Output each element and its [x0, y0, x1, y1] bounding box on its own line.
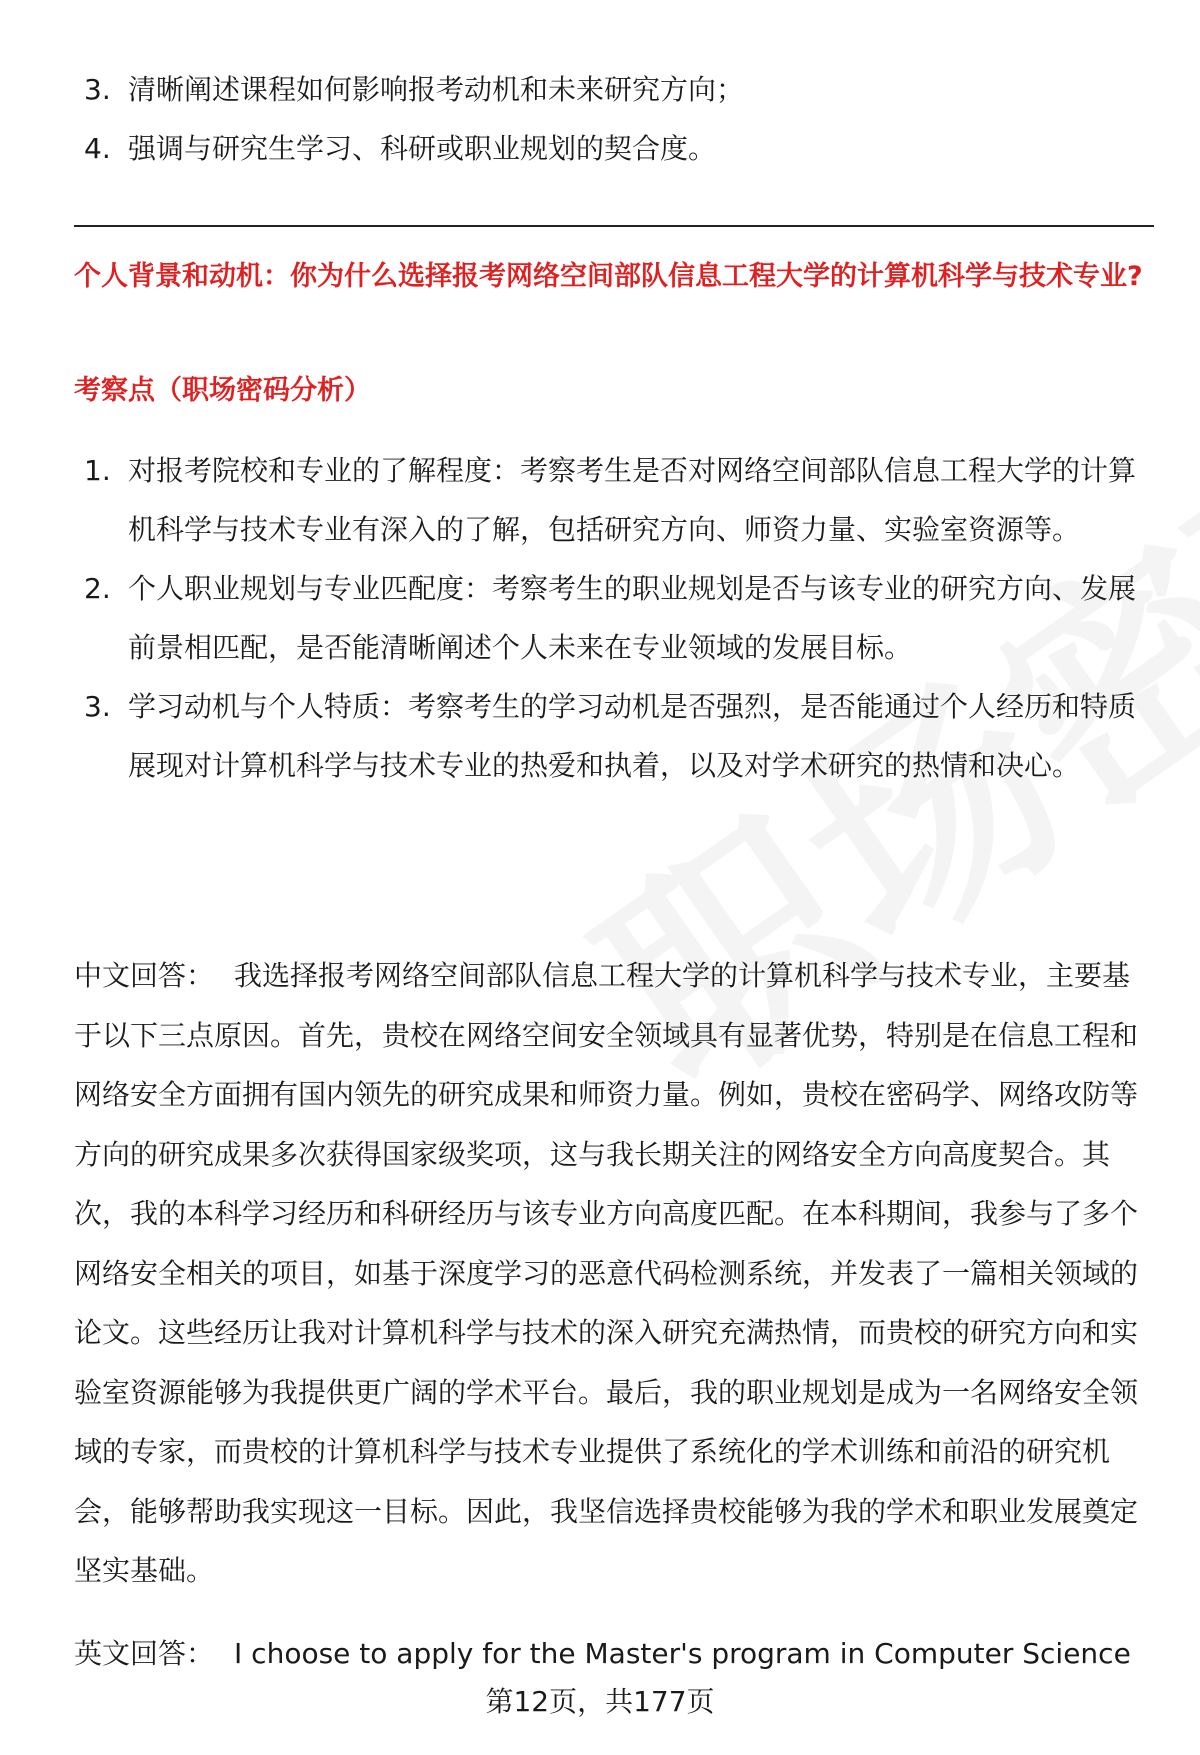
- list-item: [74, 60, 1154, 119]
- list-number: 2.: [84, 572, 111, 605]
- chinese-answer-label: 中文回答：: [74, 959, 215, 992]
- chinese-answer: [74, 946, 1154, 1601]
- list-text: 学习动机与个人特质：考察考生的学习动机是否强烈，是否能通过个人经历和特质展现对计算机科学与技术专业的热爱和执着，以及对学术研究的热情和决心。: [128, 690, 1137, 782]
- list-item: [74, 119, 1154, 178]
- list-number: 3.: [84, 73, 111, 106]
- english-answer-text: I choose to apply for the Master's program in Computer Science: [234, 1637, 1131, 1670]
- section-subheading: 考察点（职场密码分析）: [74, 375, 371, 406]
- list-item: [74, 441, 1154, 559]
- list-number: 3.: [84, 690, 111, 723]
- section-divider: [74, 225, 1154, 227]
- list-number: 1.: [84, 454, 111, 487]
- english-answer: [74, 1634, 1154, 1674]
- list-item: [74, 559, 1154, 677]
- question-title: 个人背景和动机：你为什么选择报考网络空间部队信息工程大学的计算机科学与技术专业?: [74, 261, 1143, 292]
- list-text: 强调与研究生学习、科研或职业规划的契合度。: [128, 132, 717, 165]
- assessment-points-list: [74, 441, 1154, 795]
- english-answer-label: 英文回答：: [74, 1637, 215, 1670]
- list-item: [74, 677, 1154, 795]
- list-number: 4.: [84, 132, 111, 165]
- page-footer: 第12页，共177页: [485, 1685, 715, 1718]
- list-text: 对报考院校和专业的了解程度：考察考生是否对网络空间部队信息工程大学的计算机科学与技术专业有深入的了解，包括研究方向、师资力量、实验室资源等。: [128, 454, 1137, 546]
- list-text: 清晰阐述课程如何影响报考动机和未来研究方向；: [128, 73, 745, 106]
- continued-list: [74, 60, 1154, 178]
- list-text: 个人职业规划与专业匹配度：考察考生的职业规划是否与该专业的研究方向、发展前景相匹配，是否能清晰阐述个人未来在专业领域的发展目标。: [128, 572, 1137, 664]
- chinese-answer-text: 我选择报考网络空间部队信息工程大学的计算机科学与技术专业，主要基于以下三点原因。首先，贵校在网络空间安全领域具有显著优势，特别是在信息工程和网络安全方面拥有国内领先的研究成果和师资力量。例如，贵校在密码学、网络攻防等方向的研究成果多次获得国家级奖项，这与我长期关注的网络安全方向高度契合。其次，我的本科学习经历和科研经历与该专业方向高度匹配。在本科期间，我参与了多个网络安全相关的项目，如基于深度学习的恶意代码检测系统，并发表了一篇相关领域的论文。这些经历让我对计算机科学与技术的深入研究充满热情，而贵校的研究方向和实验室资源能够为我提供更广阔的学术平台。最后，我的职业规划是成为一名网络安全领域的专家，而贵校的计算机科学与技术专业提供了系统化的学术训练和前沿的研究机会，能够帮助我实现这一目标。因此，我坚信选择贵校能够为我的学术和职业发展奠定坚实基础。: [74, 959, 1139, 1587]
